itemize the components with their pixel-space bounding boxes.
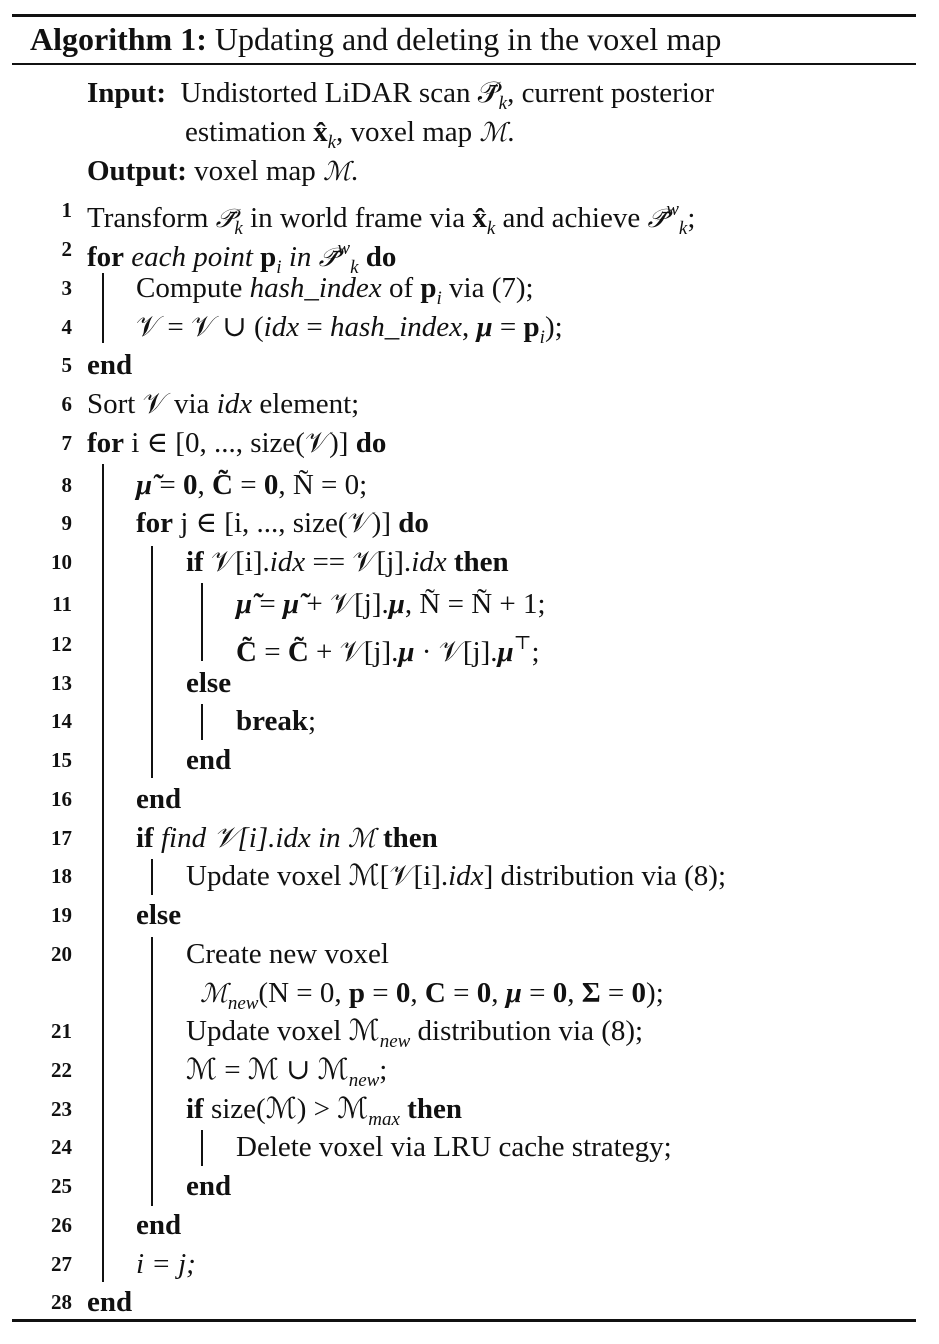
line-number: 8 <box>61 473 72 497</box>
algo-line-10: 10 if 𝒱[i].idx == 𝒱[j].idx then <box>0 543 939 581</box>
indent-bar-else-body <box>201 704 203 740</box>
indent-bar-for-loop-1 <box>102 273 104 343</box>
algo-line-11: 11 μ̃ = μ̃ + 𝒱[j].μ, Ñ = Ñ + 1; <box>0 585 939 623</box>
line-number: 20 <box>51 942 72 966</box>
algo-line-4: 4 𝒱 = 𝒱 ∪ (idx = hash_index, $\mu = p_i$); <box>0 308 939 346</box>
algo-line-5: 5 end <box>0 346 939 384</box>
line-number: 17 <box>51 826 72 850</box>
line-number: 28 <box>51 1290 72 1314</box>
line-number: 1 <box>61 198 72 222</box>
algo-line-7: 7 for i ∈ [0, ..., size(𝒱)] do <box>0 424 939 462</box>
algo-line-21: 21 Update voxel ℳ$_{new}$ distribution via (8); <box>0 1012 939 1050</box>
line-number: 14 <box>51 709 72 733</box>
algo-line-17: 17 if find 𝒱[i].idx in ℳ then <box>0 819 939 857</box>
output-label: Output: <box>87 155 187 187</box>
bottom-rule <box>12 1319 916 1322</box>
algo-line-13: 13 else <box>0 664 939 702</box>
title-rule <box>12 63 916 65</box>
algo-line-27: 27 i = j; <box>0 1245 939 1283</box>
line-number: 15 <box>51 748 72 772</box>
line-number: 2 <box>61 237 72 261</box>
line-number: 11 <box>52 592 72 616</box>
line-number: 16 <box>51 787 72 811</box>
algo-line-23: 23 if size(ℳ) > ℳ$_{max}$ then <box>0 1090 939 1128</box>
algo-line-16: 16 end <box>0 780 939 818</box>
line-number: 5 <box>61 353 72 377</box>
algo-line-2: 2 for each point $p_i$ in 𝒫̄$^w_k$ do <box>0 230 939 268</box>
line-number: 12 <box>51 632 72 656</box>
output-line: Output: voxel map ℳ. <box>87 155 359 187</box>
algo-line-9: 9 for j ∈ [i, ..., size(𝒱)] do <box>0 504 939 542</box>
line-number: 19 <box>51 903 72 927</box>
algo-line-25: 25 end <box>0 1167 939 1205</box>
input-text: Undistorted LiDAR scan $𝒫̄_k$, current posterior <box>180 77 715 114</box>
algo-line-1: 1 Transform $𝒫̄_k$ in world frame via $x̂_k$ and achieve 𝒫̄$^w_k$; <box>0 191 939 229</box>
algo-line-24: 24 Delete voxel via LRU cache strategy; <box>0 1128 939 1166</box>
line-number: 3 <box>61 276 72 300</box>
line-number: 23 <box>51 1097 72 1121</box>
algo-line-15: 15 end <box>0 741 939 779</box>
algo-line-22: 22 ℳ = ℳ ∪ ℳ$_{new}$; <box>0 1051 939 1089</box>
algorithm-name: Updating and deleting in the voxel map <box>214 21 722 57</box>
algo-line-19: 19 else <box>0 896 939 934</box>
line-number: 4 <box>61 315 72 339</box>
algo-line-6: 6 Sort 𝒱 via idx element; <box>0 385 939 423</box>
line-number: 10 <box>51 550 72 574</box>
algo-line-18: 18 Update voxel ℳ[𝒱[i].idx] distribution via (8); <box>0 857 939 895</box>
algo-line-26: 26 end <box>0 1206 939 1244</box>
algorithm-label: Algorithm 1: <box>30 21 207 57</box>
indent-bar-if-size <box>201 1130 203 1166</box>
top-rule <box>12 14 916 17</box>
line-number: 6 <box>61 392 72 416</box>
line-number: 13 <box>51 671 72 695</box>
indent-bar-inner-for <box>151 546 153 778</box>
line-number: 24 <box>51 1135 72 1159</box>
line-number: 21 <box>51 1019 72 1043</box>
line-number: 22 <box>51 1058 72 1082</box>
line-number: 26 <box>51 1213 72 1237</box>
indent-bar-for-loop-2 <box>102 464 104 1282</box>
indent-bar-if-find <box>151 859 153 895</box>
algo-line-3: 3 Compute hash_index of $p_i$ via (7); <box>0 269 939 307</box>
algo-line-28: 28 end <box>0 1283 939 1321</box>
algo-line-12: 12 C̃ = C̃ + 𝒱[j].μ · 𝒱[j].μ⊤; <box>0 625 939 663</box>
input-label: Input: <box>87 77 166 109</box>
algorithm-title <box>30 19 721 59</box>
line-number: 27 <box>51 1252 72 1276</box>
algo-line-14: 14 break; <box>0 702 939 740</box>
algo-line-8: 8 μ̃ = 0, C̃ = 0, Ñ = 0; <box>0 466 939 504</box>
input-continuation: estimation $x̂_k$, voxel map ℳ. <box>185 116 515 153</box>
line-number: 7 <box>61 431 72 455</box>
line-number: 9 <box>61 511 72 535</box>
indent-bar-if-body <box>201 583 203 661</box>
input-line <box>0 74 939 112</box>
algo-line-20-continuation: ℳ$_{new}$(N = 0, p = 0, C = 0, μ = 0, Σ = 0); <box>200 977 664 1014</box>
line-number: 25 <box>51 1174 72 1198</box>
indent-bar-else-create <box>151 937 153 1206</box>
algo-line-20: 20 Create new voxel <box>0 935 939 973</box>
line-number: 18 <box>51 864 72 888</box>
